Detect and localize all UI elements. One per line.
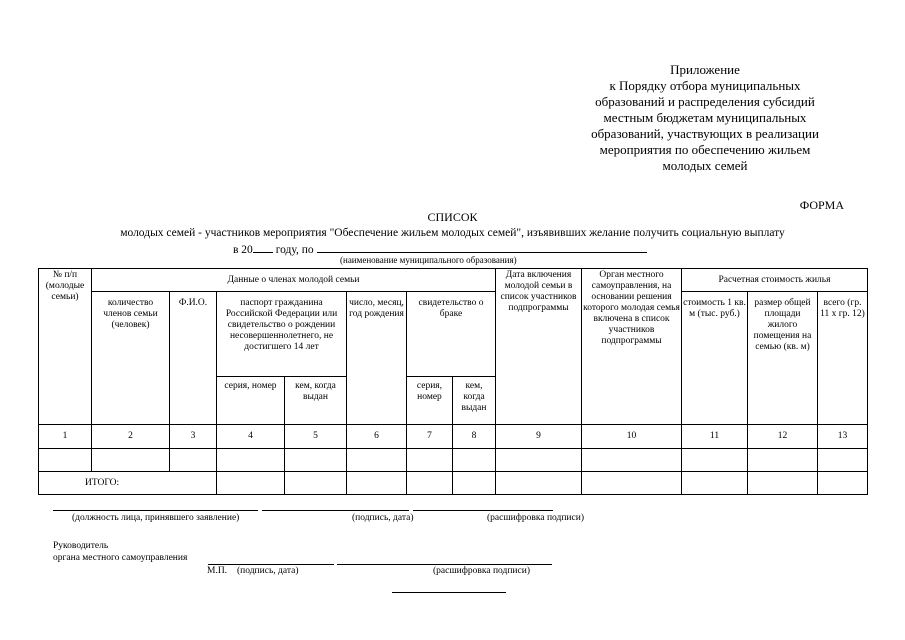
sign-line[interactable]	[262, 510, 409, 511]
year-line	[233, 241, 647, 256]
table-cell[interactable]	[285, 472, 347, 495]
table-cell[interactable]	[818, 472, 868, 495]
sign-caption: (подпись, дата)	[352, 513, 414, 523]
appendix-block	[560, 62, 850, 174]
table-cell[interactable]	[217, 449, 285, 472]
col-number: 6	[347, 425, 407, 449]
header-area: размер общей площади жилого помещения на семью (кв. м)	[748, 292, 818, 425]
table-cell[interactable]	[453, 449, 496, 472]
header-family-group: Данные о членах молодой семьи	[92, 269, 496, 292]
appendix-line: Приложение	[670, 62, 740, 77]
header-cost-group: Расчетная стоимость жилья	[682, 269, 868, 292]
col-number: 3	[170, 425, 217, 449]
table-cell[interactable]	[496, 472, 582, 495]
col-number: 13	[818, 425, 868, 449]
header-passport-series: серия, номер	[217, 377, 285, 425]
table-cell[interactable]	[582, 449, 682, 472]
header-organ: Орган местного самоуправления, на основании решения которого молодая семья включена в список участников подпрограммы	[582, 269, 682, 425]
decoding-caption: (расшифровка подписи)	[487, 513, 584, 523]
table-cell[interactable]	[285, 449, 347, 472]
header-marriage-series: серия, номер	[407, 377, 453, 425]
table-cell[interactable]	[347, 472, 407, 495]
table-cell[interactable]	[407, 449, 453, 472]
head-decoding-caption: (расшифровка подписи)	[433, 566, 530, 576]
header-birth: число, месяц, год рождения	[347, 292, 407, 425]
appendix-line: местным бюджетам муниципальных	[603, 110, 807, 125]
table-cell[interactable]	[582, 472, 682, 495]
header-count: количество членов семьи (человек)	[92, 292, 170, 425]
col-number: 2	[92, 425, 170, 449]
table-cell[interactable]	[407, 472, 453, 495]
appendix-line: молодых семей	[662, 158, 748, 173]
table-cell[interactable]	[496, 449, 582, 472]
header-marriage-issued: кем, когда выдан	[453, 377, 496, 425]
table-row	[39, 449, 868, 472]
col-number: 10	[582, 425, 682, 449]
decoding-line[interactable]	[413, 510, 553, 511]
municipality-hint: (наименование муниципального образования)	[340, 255, 517, 265]
head-decoding-line[interactable]	[337, 564, 552, 565]
col-number: 9	[496, 425, 582, 449]
total-row	[39, 472, 868, 495]
organ-caption: органа местного самоуправления	[53, 553, 188, 563]
col-number: 12	[748, 425, 818, 449]
position-line[interactable]	[53, 510, 258, 511]
document-subtitle: молодых семей - участников мероприятия "Обеспечение жильем молодых семей", изъявивших желание получить социальную выплату	[120, 227, 785, 239]
header-passport-issued: кем, когда выдан	[285, 377, 347, 425]
municipality-blank[interactable]	[317, 241, 647, 253]
appendix-line: образований, участвующих в реализации	[591, 126, 819, 141]
total-label: ИТОГО:	[39, 472, 217, 495]
header-date: Дата включения молодой семьи в список участников подпрограммы	[496, 269, 582, 425]
bottom-line	[392, 592, 506, 593]
year-prefix: в 20	[233, 244, 253, 256]
col-number: 1	[39, 425, 92, 449]
header-fio: Ф.И.О.	[170, 292, 217, 425]
header-total: всего (гр. 11 x гр. 12)	[818, 292, 868, 425]
table-cell[interactable]	[170, 449, 217, 472]
table-cell[interactable]	[748, 472, 818, 495]
position-caption: (должность лица, принявшего заявление)	[72, 513, 240, 523]
year-suffix: году, по	[275, 244, 314, 256]
col-number: 8	[453, 425, 496, 449]
document-title: СПИСОК	[427, 210, 478, 224]
appendix-line: образований и распределения субсидий	[595, 94, 815, 109]
table-cell[interactable]	[39, 449, 92, 472]
table-cell[interactable]	[682, 472, 748, 495]
mp-caption: М.П.	[207, 566, 228, 576]
col-number: 5	[285, 425, 347, 449]
col-number: 7	[407, 425, 453, 449]
families-table	[38, 268, 868, 495]
head-caption: Руководитель	[53, 541, 109, 551]
header-cost1: стоимость 1 кв. м (тыс. руб.)	[682, 292, 748, 425]
head-sign-caption: (подпись, дата)	[237, 566, 299, 576]
table-cell[interactable]	[347, 449, 407, 472]
form-label: ФОРМА	[799, 198, 844, 212]
year-blank[interactable]	[253, 241, 273, 253]
col-number: 4	[217, 425, 285, 449]
col-number: 11	[682, 425, 748, 449]
table-cell[interactable]	[217, 472, 285, 495]
table-cell[interactable]	[92, 449, 170, 472]
table-cell[interactable]	[453, 472, 496, 495]
header-passport: паспорт гражданина Российской Федерации или свидетельство о рождении несовершеннолетнего, не достигшего 14 лет	[217, 292, 347, 377]
table-cell[interactable]	[682, 449, 748, 472]
head-sign-line[interactable]	[208, 564, 334, 565]
header-number: № п/п (молодые семьи)	[39, 269, 92, 425]
appendix-line: к Порядку отбора муниципальных	[609, 78, 801, 93]
appendix-line: мероприятия по обеспечению жильем	[599, 142, 811, 157]
table-cell[interactable]	[748, 449, 818, 472]
header-marriage: свидетельство о браке	[407, 292, 496, 377]
table-cell[interactable]	[818, 449, 868, 472]
